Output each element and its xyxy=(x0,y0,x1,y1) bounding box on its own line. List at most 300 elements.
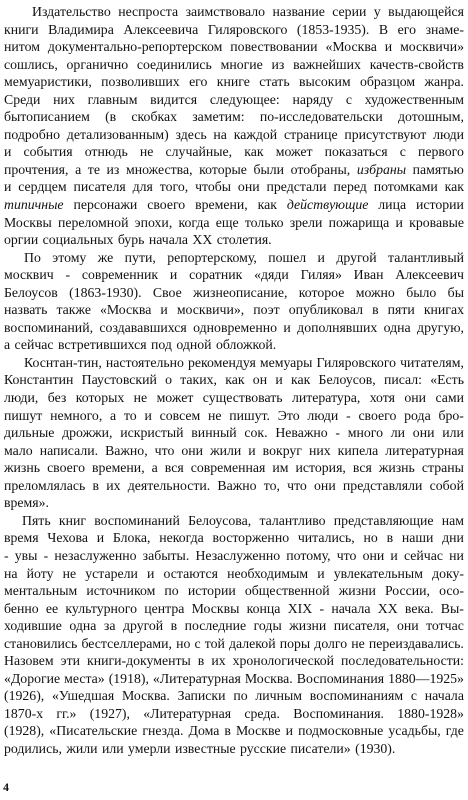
word: люди xyxy=(307,407,339,423)
word: что xyxy=(154,442,175,458)
word: доку- xyxy=(432,565,464,581)
text-line xyxy=(4,301,464,319)
word: бро- xyxy=(438,407,464,423)
word: и xyxy=(390,547,398,563)
word: для xyxy=(132,179,153,195)
word: Москвы xyxy=(4,214,52,230)
word: создававшихся xyxy=(99,319,187,335)
word: те xyxy=(87,161,100,177)
word: как xyxy=(244,144,264,160)
word: бы xyxy=(447,284,464,300)
word: воспоминаний, xyxy=(4,319,94,335)
word: позволивших xyxy=(101,74,180,90)
word: москвичи» xyxy=(400,39,464,55)
word: одна xyxy=(383,319,411,335)
word: они xyxy=(314,477,336,493)
word: современник xyxy=(81,267,159,283)
word: то xyxy=(123,407,137,423)
word: о xyxy=(165,372,172,388)
word: с xyxy=(399,144,406,160)
word: них xyxy=(308,442,331,458)
word: где xyxy=(445,723,464,739)
word: дильные xyxy=(4,425,55,441)
word: другую, xyxy=(417,319,464,335)
word: жили xyxy=(66,740,98,756)
word: социальных xyxy=(42,232,114,248)
word: они xyxy=(181,442,204,458)
word: писал: xyxy=(383,372,422,388)
body-text xyxy=(4,3,464,758)
word: настоятельно xyxy=(105,354,184,370)
text-line xyxy=(4,249,464,267)
word: и xyxy=(144,407,152,423)
word: - xyxy=(335,425,341,441)
word: одновременно xyxy=(193,319,277,335)
word: Алексеевича xyxy=(123,21,199,37)
text-line xyxy=(4,143,464,161)
word: встретившихся xyxy=(57,337,147,353)
word: усадьбы, xyxy=(388,723,441,739)
word: рекомендуя xyxy=(187,354,256,370)
word: начала xyxy=(148,232,188,248)
word: начала xyxy=(331,600,371,616)
word: здесь xyxy=(175,126,207,142)
word: и xyxy=(4,144,12,160)
word: что xyxy=(287,477,307,493)
word: Свое xyxy=(152,284,182,300)
word: вся xyxy=(352,460,372,476)
word: Гиляровского xyxy=(207,21,288,37)
word: них xyxy=(53,91,75,107)
word: дрожжи, xyxy=(62,425,113,441)
word: века. xyxy=(404,600,434,616)
word: или xyxy=(101,740,124,756)
word: Важно xyxy=(217,477,257,493)
word: годы xyxy=(253,618,282,634)
word: пишут. xyxy=(229,407,270,423)
text-line xyxy=(4,565,464,583)
word: последовательности: xyxy=(341,653,464,669)
word: важнейших xyxy=(293,56,361,72)
word: не xyxy=(62,565,77,581)
word: и xyxy=(317,565,325,581)
word: перед xyxy=(333,179,367,195)
word: когда xyxy=(178,214,210,230)
text-line xyxy=(4,512,464,530)
word: воспоминаний xyxy=(94,512,180,528)
word: Это xyxy=(277,407,300,423)
word: оргии xyxy=(4,232,39,248)
word: образцом xyxy=(359,74,416,90)
word: Вы- xyxy=(440,600,464,616)
word: Чехова xyxy=(47,530,89,546)
word: без xyxy=(47,390,67,406)
word: далекой xyxy=(229,635,276,651)
text-line xyxy=(4,73,464,91)
word: как xyxy=(444,179,464,195)
word: таких, xyxy=(180,372,217,388)
word: страны xyxy=(421,460,464,476)
word: подробно xyxy=(4,126,61,142)
word: времени, xyxy=(195,197,248,213)
word: «Москва xyxy=(325,39,377,55)
word: умерли xyxy=(128,740,171,756)
word: Гиляровского xyxy=(316,354,397,370)
word: хронологической xyxy=(232,653,335,669)
word: они xyxy=(237,179,260,195)
word: переломной xyxy=(58,214,129,230)
word: Незаслуженно xyxy=(195,547,281,563)
word: нам xyxy=(441,512,464,528)
word: бурь xyxy=(117,232,145,248)
word: и xyxy=(275,372,283,388)
text-line xyxy=(4,354,464,372)
word: «Есть xyxy=(430,372,464,388)
word: органично xyxy=(66,56,129,72)
word: на xyxy=(4,565,18,581)
word: известные xyxy=(174,740,236,756)
word: только xyxy=(244,214,284,230)
word: присутствуют xyxy=(344,126,427,142)
word: в xyxy=(170,618,178,634)
text-line xyxy=(4,722,464,740)
word: представляющие xyxy=(333,512,434,528)
word: они xyxy=(396,618,419,634)
word: многие xyxy=(220,56,263,72)
word: этому xyxy=(52,249,87,265)
word: Воспоминания. xyxy=(293,705,384,721)
word: Алексеевич xyxy=(395,267,464,283)
word: опубликовал xyxy=(288,302,364,318)
text-line xyxy=(4,91,464,109)
word: Белоусов xyxy=(4,284,58,300)
word: а xyxy=(75,161,82,177)
word: москвичи», xyxy=(176,302,245,318)
word: что xyxy=(336,547,357,563)
word: Москвы xyxy=(191,600,240,616)
word: неспроста xyxy=(118,4,179,19)
word: своего xyxy=(47,460,86,476)
word: в xyxy=(372,302,379,318)
word: «Ушедшая xyxy=(52,688,115,704)
word: Константин xyxy=(4,372,74,388)
word: - xyxy=(43,547,49,563)
word: вокруг xyxy=(262,442,302,458)
word: видится xyxy=(150,91,198,107)
text-line xyxy=(4,178,464,196)
word: По xyxy=(24,249,41,265)
text-line xyxy=(4,319,464,337)
word: существовать xyxy=(202,390,283,406)
word: йоту xyxy=(26,565,54,581)
word: сердцем xyxy=(18,179,67,195)
word: потому, xyxy=(286,547,331,563)
word: зрели xyxy=(289,214,323,230)
word: поры xyxy=(279,635,311,651)
word: соединились xyxy=(136,56,212,72)
word: заимствовало xyxy=(185,4,266,19)
word: время xyxy=(4,530,39,546)
word: пути, xyxy=(124,249,156,265)
word: предстали xyxy=(266,179,327,195)
word: «Дорогие xyxy=(4,670,61,686)
word: увлекательным xyxy=(333,565,423,581)
word: бенно xyxy=(4,600,39,616)
text-line xyxy=(4,652,464,670)
word: эти xyxy=(60,653,80,669)
word: того, xyxy=(159,179,189,195)
text-line xyxy=(4,529,464,547)
word: мемуаристики, xyxy=(4,74,92,90)
text-line xyxy=(4,477,464,495)
word: они xyxy=(404,390,427,406)
word: отнюдь xyxy=(84,144,128,160)
word: Важно, xyxy=(105,442,148,458)
word: лица xyxy=(378,197,407,213)
word: дополнявших xyxy=(297,319,378,335)
word: винный xyxy=(191,425,237,441)
word: документально-репортерском xyxy=(47,39,223,55)
word: были xyxy=(253,161,285,177)
word: ли xyxy=(390,425,406,441)
word: стать xyxy=(259,74,290,90)
word: литература, xyxy=(291,390,361,406)
word: XIX xyxy=(287,600,313,616)
text-line xyxy=(4,3,464,21)
word: из xyxy=(106,161,120,177)
word: по xyxy=(233,688,248,704)
word: места» xyxy=(64,670,105,686)
word: Издательство xyxy=(32,4,111,19)
word: наряду xyxy=(292,91,334,107)
word: эпохи, xyxy=(134,214,173,230)
word: жизни xyxy=(338,583,376,599)
text-line xyxy=(4,494,464,512)
text-line xyxy=(4,231,464,249)
word: качеств-свойств xyxy=(369,56,464,72)
word: за xyxy=(103,618,116,634)
word: поэт xyxy=(253,302,280,318)
word: потомками xyxy=(373,179,438,195)
word: той xyxy=(204,635,225,651)
word: в xyxy=(197,653,205,669)
word: Блока, xyxy=(112,530,151,546)
word: случайные, xyxy=(165,144,233,160)
text-line xyxy=(4,336,464,354)
word: заметим: xyxy=(192,109,245,125)
word: каждой xyxy=(233,126,278,142)
word: Белоусов, xyxy=(318,372,376,388)
word: по-исследовательски xyxy=(259,109,383,125)
word: гнезда. xyxy=(142,723,184,739)
word: 1880-1928» xyxy=(397,705,464,721)
word: тотчас xyxy=(426,618,464,634)
word: люди, xyxy=(4,390,39,406)
word: и xyxy=(317,249,325,265)
text-line xyxy=(4,459,464,477)
text-line xyxy=(4,582,464,600)
italic-word: действующие xyxy=(286,197,369,213)
word: пяти xyxy=(387,302,415,318)
word: другой xyxy=(122,618,164,634)
word: название xyxy=(272,4,325,19)
text-line xyxy=(4,547,464,565)
word: культурного xyxy=(65,600,137,616)
word: их xyxy=(211,653,226,669)
word: еще xyxy=(215,214,239,230)
word: читателям, xyxy=(400,354,464,370)
word: странице xyxy=(283,126,338,142)
word: талантливо xyxy=(259,512,326,528)
word: соратник xyxy=(189,267,243,283)
word: другой xyxy=(336,249,377,265)
word: Записки xyxy=(177,688,226,704)
word: - xyxy=(65,267,71,283)
word: они xyxy=(362,547,385,563)
word: истории xyxy=(187,583,236,599)
word: Среди xyxy=(4,91,41,107)
word: - xyxy=(4,547,9,563)
paragraph xyxy=(4,354,464,512)
word: начала xyxy=(424,688,464,704)
word: 1880—1925» xyxy=(388,670,464,686)
word: и xyxy=(248,442,256,458)
word: (1928), xyxy=(4,723,45,739)
word: современная xyxy=(190,460,266,476)
word: Паустовский xyxy=(81,372,157,388)
word: Гиляя» xyxy=(300,267,342,283)
word: то, xyxy=(263,477,280,493)
word: центра xyxy=(144,600,185,616)
text-line xyxy=(4,635,464,653)
word: писатели» xyxy=(290,740,351,756)
word: с xyxy=(345,91,352,107)
word: не xyxy=(351,635,365,651)
word: переиздавались. xyxy=(368,635,464,651)
word: Москва. xyxy=(244,670,293,686)
word: искристый xyxy=(120,425,184,441)
word: жили xyxy=(210,442,242,458)
word: Пять xyxy=(22,512,51,528)
word: которое xyxy=(298,284,345,300)
word: родились, xyxy=(4,740,62,756)
text-line xyxy=(4,266,464,284)
word: может xyxy=(275,144,313,160)
text-line xyxy=(4,161,464,179)
word: литературная xyxy=(385,442,464,458)
italic-word: типичные xyxy=(4,197,64,213)
word: книг xyxy=(58,512,87,528)
word: мало xyxy=(4,442,33,458)
word: немного, xyxy=(50,407,103,423)
word: не xyxy=(207,407,222,423)
word: которые xyxy=(199,161,247,177)
word: столетия. xyxy=(216,232,272,248)
word: сейчас xyxy=(403,547,443,563)
word: вся xyxy=(164,460,184,476)
word: увы xyxy=(14,547,38,563)
word: много xyxy=(347,425,384,441)
word: по xyxy=(164,583,179,599)
word: а xyxy=(110,407,117,423)
word: и xyxy=(147,565,155,581)
word: нитом xyxy=(4,39,40,55)
word: с xyxy=(194,635,201,651)
word: первого xyxy=(417,144,464,160)
word: пошел xyxy=(268,249,307,265)
word: под xyxy=(151,337,172,353)
word: прочтения, xyxy=(4,161,69,177)
word: не xyxy=(139,144,154,160)
word: устарели xyxy=(85,565,138,581)
word: (1853-1935). xyxy=(296,21,370,37)
word: отобраны, xyxy=(290,161,351,177)
word: времени, xyxy=(92,460,145,476)
text-line xyxy=(4,38,464,56)
word: читались, xyxy=(297,530,355,546)
word: мемуары xyxy=(259,354,313,370)
word: в xyxy=(92,477,100,493)
text-line xyxy=(4,21,464,39)
word: жизнь xyxy=(378,460,415,476)
text-line xyxy=(4,740,464,758)
word: «Москва xyxy=(99,302,152,318)
word: которых xyxy=(75,390,125,406)
word: становились xyxy=(4,635,78,651)
word: (1930). xyxy=(355,740,396,756)
word: на xyxy=(213,126,227,142)
word: высоким xyxy=(298,74,351,90)
word: 1870-х xyxy=(4,705,44,721)
text-line xyxy=(4,284,464,302)
word: (1926), xyxy=(4,688,45,704)
word: «Литературная xyxy=(143,705,232,721)
word: им xyxy=(272,460,289,476)
word: у xyxy=(373,4,381,19)
text-line xyxy=(4,407,464,425)
word: Назовем xyxy=(4,653,54,669)
word: Белоусова, xyxy=(188,512,252,528)
word: XX xyxy=(377,600,398,616)
word: знаме- xyxy=(425,21,464,37)
word: бестселлерами, xyxy=(81,635,172,651)
word: написали. xyxy=(39,442,99,458)
word: выдающейся xyxy=(388,4,464,19)
word: деятельности. xyxy=(127,477,211,493)
word: и xyxy=(160,302,168,318)
word: скобках xyxy=(131,109,177,125)
word: долго xyxy=(314,635,348,651)
text-line xyxy=(4,687,464,705)
word: воспоминаниям xyxy=(309,688,404,704)
word: одной xyxy=(176,337,212,353)
word: остаются xyxy=(163,565,219,581)
word: рода xyxy=(404,407,431,423)
text-line xyxy=(4,389,464,407)
word: из xyxy=(271,56,285,72)
word: его xyxy=(397,21,417,37)
word: ходившие xyxy=(4,618,62,634)
text-line xyxy=(4,126,464,144)
word: а xyxy=(151,460,158,476)
word: они xyxy=(412,425,435,441)
word: восторженно xyxy=(212,530,290,546)
word: и xyxy=(283,319,291,335)
word: следующее: xyxy=(209,91,280,107)
word: наши xyxy=(401,530,434,546)
word: а xyxy=(4,337,11,353)
word: персонажи xyxy=(73,197,138,213)
